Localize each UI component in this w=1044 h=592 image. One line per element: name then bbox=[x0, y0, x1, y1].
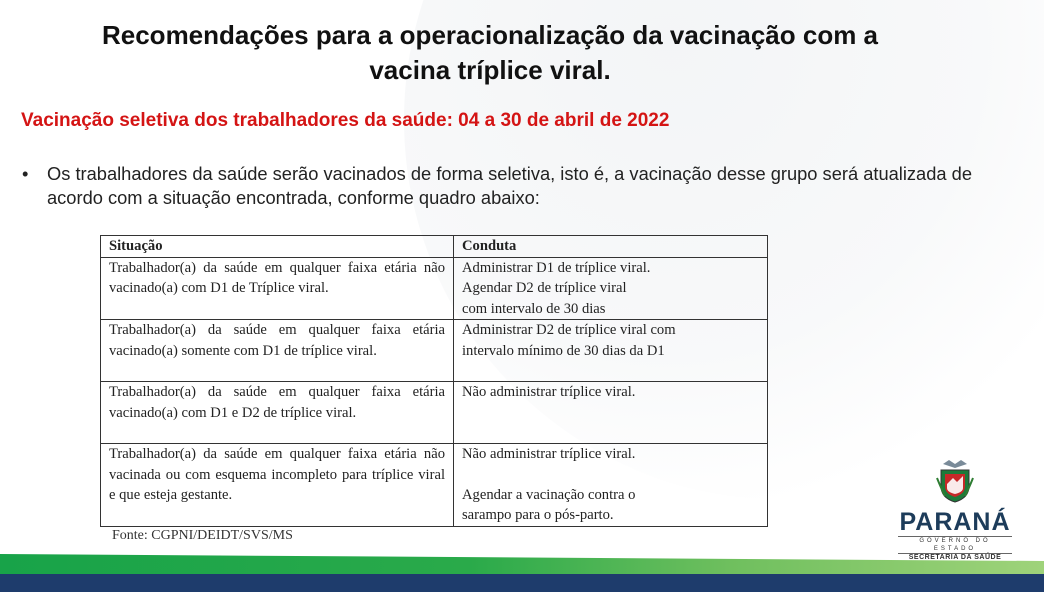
cell-situacao: Trabalhador(a) da saúde em qualquer faixa etária não vacinado(a) com D1 de Tríplice viral. bbox=[101, 257, 454, 320]
logo-governo: GOVERNO DO ESTADO bbox=[898, 536, 1012, 554]
cell-conduta bbox=[454, 320, 768, 382]
bullet-text: Os trabalhadores da saúde serão vacinados de forma seletiva, isto é, a vacinação desse grupo será atualizada de acordo com a situação encontrada, conforme quadro abaixo: bbox=[47, 163, 972, 208]
slide-subtitle: Vacinação seletiva dos trabalhadores da saúde: 04 a 30 de abril de 2022 bbox=[21, 110, 670, 131]
conduta-line: Não administrar tríplice viral. bbox=[462, 384, 636, 400]
slide-title bbox=[0, 18, 980, 88]
conduta-line: Administrar D2 de tríplice viral com bbox=[462, 322, 676, 338]
table-row bbox=[101, 382, 768, 444]
header-situacao: Situação bbox=[101, 236, 454, 258]
header-conduta: Conduta bbox=[454, 236, 768, 258]
parana-logo bbox=[890, 458, 1020, 561]
footer-band-green bbox=[0, 554, 1044, 574]
table-row bbox=[101, 320, 768, 382]
slide-title-line-1: Recomendações para a operacionalização da vacinação com a bbox=[101, 20, 878, 50]
bullet-paragraph bbox=[22, 162, 972, 210]
conduta-line: Não administrar tríplice viral. bbox=[462, 446, 636, 462]
conduta-line: Agendar D2 de tríplice viral bbox=[462, 280, 627, 296]
cell-situacao: Trabalhador(a) da saúde em qualquer faixa etária vacinado(a) somente com D1 de tríplice viral. bbox=[101, 320, 454, 382]
table-header-row bbox=[101, 236, 768, 258]
cell-conduta bbox=[454, 257, 768, 320]
logo-wordmark: PARANÁ bbox=[899, 508, 1011, 536]
coat-of-arms-icon bbox=[935, 458, 975, 504]
cell-conduta bbox=[454, 382, 768, 444]
table-row bbox=[101, 444, 768, 527]
slide-title-line-2: vacina tríplice viral. bbox=[369, 55, 611, 85]
conduta-line: com intervalo de 30 dias bbox=[462, 300, 606, 317]
cell-conduta bbox=[454, 444, 768, 527]
logo-secretaria: SECRETARIA DA SAÚDE bbox=[908, 554, 1002, 561]
table-row bbox=[101, 257, 768, 320]
bullet-icon: • bbox=[22, 163, 29, 184]
conduta-line: sarampo para o pós-parto. bbox=[462, 507, 614, 523]
table-source: Fonte: CGPNI/DEIDT/SVS/MS bbox=[112, 528, 293, 543]
cell-situacao: Trabalhador(a) da saúde em qualquer faixa etária vacinado(a) com D1 e D2 de tríplice viral. bbox=[101, 382, 454, 444]
conduta-line: Agendar a vacinação contra o bbox=[462, 486, 636, 503]
conduta-line: intervalo mínimo de 30 dias da D1 bbox=[462, 342, 665, 359]
conduta-line bbox=[462, 465, 759, 485]
conduta-line: Administrar D1 de tríplice viral. bbox=[462, 259, 651, 276]
cell-situacao: Trabalhador(a) da saúde em qualquer faixa etária não vacinada ou com esquema incompleto para tríplice viral e que esteja gestante. bbox=[101, 444, 454, 527]
recommendations-table bbox=[100, 235, 768, 527]
